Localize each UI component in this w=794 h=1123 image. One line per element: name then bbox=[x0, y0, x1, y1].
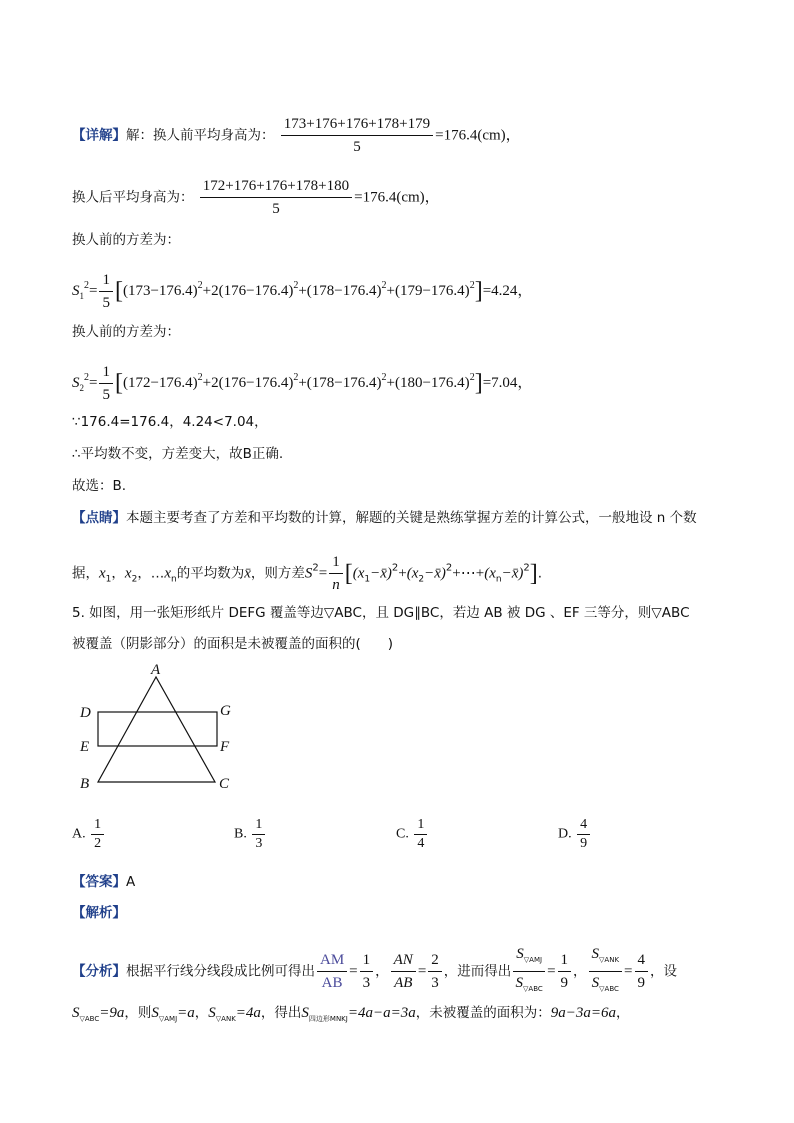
an-text: AN bbox=[391, 950, 416, 972]
one-fifth-fraction bbox=[99, 270, 113, 313]
term-b-square: 2 bbox=[293, 279, 299, 291]
answer-bracket: 【答案】 bbox=[72, 874, 126, 890]
term-1: (x bbox=[352, 565, 365, 582]
term-a: (173−176.4) bbox=[122, 282, 198, 299]
x2-subscript: 2 bbox=[131, 574, 138, 585]
analysis-line bbox=[72, 944, 677, 999]
fraction-denominator: 5 bbox=[102, 387, 110, 403]
option-a[interactable] bbox=[72, 817, 106, 852]
term-b: +2(176−176.4) bbox=[202, 282, 294, 299]
label-c: C bbox=[219, 776, 230, 792]
fraction-numerator: 2 bbox=[428, 950, 442, 972]
xn-symbol: x bbox=[164, 565, 171, 582]
question-line-1: 5. 如图，用一张矩形纸片 DEFG 覆盖等边▽ABC，且 DG∥BC，若边 AB 被 DG 、EF 三等分，则▽ABC bbox=[72, 605, 690, 621]
s-symbol: S bbox=[72, 282, 80, 299]
area-symbol: S bbox=[301, 1005, 309, 1021]
fraction-denominator: 9 bbox=[637, 975, 645, 991]
one-third-fraction bbox=[360, 950, 374, 993]
option-fraction bbox=[252, 817, 265, 852]
term-b-square: 2 bbox=[293, 371, 299, 383]
an-ab-fraction bbox=[391, 950, 416, 993]
variance-before-label: 换人前的方差为： bbox=[72, 232, 180, 248]
option-numerator: 1 bbox=[91, 817, 104, 835]
comment-text-d: 的平均数为 bbox=[176, 565, 245, 582]
mean-after-fraction bbox=[200, 176, 352, 219]
mean-before-fraction bbox=[281, 114, 433, 157]
option-numerator: 1 bbox=[414, 817, 427, 835]
s-square: 2 bbox=[84, 371, 89, 383]
term-d: +(179−176.4) bbox=[386, 282, 470, 299]
left-bracket: [ bbox=[114, 369, 123, 396]
option-letter: B. bbox=[234, 826, 247, 842]
triangle-rectangle-figure bbox=[72, 658, 252, 796]
x2-symbol: x bbox=[124, 565, 132, 582]
therefore-line: ∴平均数不变，方差变大，故B正确. bbox=[72, 446, 284, 462]
term-1-square: 2 bbox=[391, 562, 399, 574]
text-2: ， bbox=[194, 1005, 209, 1021]
text-4: ，未被覆盖的面积为： bbox=[415, 1005, 551, 1021]
label-g: G bbox=[220, 703, 231, 719]
equals-sign: = bbox=[318, 565, 328, 582]
term-a: (172−176.4) bbox=[122, 374, 198, 391]
option-b[interactable] bbox=[234, 817, 267, 852]
option-c[interactable] bbox=[396, 817, 429, 852]
expr-5: 9a−3a=6a bbox=[550, 1005, 616, 1021]
term-a-square: 2 bbox=[197, 371, 203, 383]
equals-sign: = bbox=[417, 963, 427, 980]
equals-sign: = bbox=[89, 374, 98, 391]
option-fraction bbox=[414, 817, 427, 852]
option-numerator: 1 bbox=[252, 817, 265, 835]
term-2-square: 2 bbox=[445, 562, 453, 574]
am-ab-fraction bbox=[317, 950, 347, 993]
triangle-abc bbox=[98, 677, 215, 782]
option-denominator: 3 bbox=[255, 836, 263, 851]
comment-line-1 bbox=[72, 508, 697, 528]
label-f: F bbox=[220, 739, 230, 755]
variance-after-formula bbox=[72, 362, 532, 405]
equals-sign: = bbox=[624, 963, 633, 980]
one-fifth-fraction bbox=[99, 362, 113, 405]
mean-after-result: =176.4(cm)， bbox=[354, 189, 440, 206]
analysis-text-c: ，设 bbox=[650, 963, 677, 980]
area-subscript: ▽ABC bbox=[79, 1015, 100, 1023]
label-b: B bbox=[80, 776, 90, 792]
term-n-square: 2 bbox=[523, 562, 530, 574]
option-fraction bbox=[577, 817, 590, 852]
dots: +⋯+ bbox=[452, 565, 485, 582]
option-numerator: 4 bbox=[577, 817, 590, 835]
expr-4: =4a−a=3a bbox=[347, 1005, 416, 1021]
s-subscript: 1 bbox=[79, 290, 84, 301]
fraction-denominator: 5 bbox=[102, 295, 110, 311]
analysis-heading bbox=[72, 903, 126, 923]
variance-before-formula bbox=[72, 270, 532, 313]
s-symbol: S bbox=[304, 565, 313, 582]
equals-sign: = bbox=[89, 282, 98, 299]
area-symbol: S bbox=[591, 946, 600, 962]
area-subscript: ▽ANK bbox=[599, 956, 620, 964]
label-d: D bbox=[80, 705, 91, 721]
s-subscript: 2 bbox=[79, 382, 84, 393]
mean-before-numerator: 173+176+176+178+179 bbox=[281, 114, 433, 136]
mean-after-line bbox=[72, 176, 440, 219]
mean-after-denominator: 5 bbox=[272, 201, 280, 217]
fraction-numerator: 4 bbox=[635, 950, 649, 972]
s-symbol: S bbox=[72, 374, 80, 391]
analysis-text-a: 根据平行线分线段成比例可得出 bbox=[126, 963, 315, 980]
rectangle-defg bbox=[98, 712, 217, 746]
variance-before-result: =4.24， bbox=[482, 282, 533, 299]
term-d-square: 2 bbox=[469, 371, 475, 383]
equals-sign: = bbox=[349, 963, 358, 980]
four-ninths-fraction bbox=[635, 950, 649, 993]
option-denominator: 9 bbox=[580, 836, 588, 851]
analysis-text-b: ，进而得出 bbox=[443, 963, 512, 980]
fraction-denominator: n bbox=[332, 577, 340, 593]
analysis-sub-bracket: 【分析】 bbox=[72, 963, 126, 980]
option-fraction bbox=[91, 817, 104, 852]
term-b: +2(176−176.4) bbox=[202, 374, 294, 391]
text-1: ，则 bbox=[124, 1005, 152, 1021]
expr-1: =9a bbox=[99, 1005, 125, 1021]
term-c: +(178−176.4) bbox=[298, 282, 382, 299]
text-5: ， bbox=[615, 1005, 630, 1021]
term-1-tail: −x̄) bbox=[370, 565, 392, 582]
area-symbol: S bbox=[591, 975, 600, 991]
one-ninth-fraction bbox=[558, 950, 572, 993]
comment-text: 本题主要考查了方差和平均数的计算，解题的关键是熟练掌握方差的计算公式，一般地设 n 个数 bbox=[126, 510, 697, 526]
one-over-n-fraction bbox=[329, 552, 343, 595]
option-denominator: 2 bbox=[94, 836, 102, 851]
area-symbol: S bbox=[72, 1005, 80, 1021]
detail-mean-before-line bbox=[72, 114, 521, 157]
analysis-bracket: 【解析】 bbox=[72, 905, 126, 921]
term-n: (x bbox=[484, 565, 496, 582]
expr-2: =a bbox=[177, 1005, 195, 1021]
expr-3: =4a bbox=[235, 1005, 261, 1021]
label-a: A bbox=[151, 662, 161, 678]
text-3: ，得出 bbox=[260, 1005, 302, 1021]
area-subscript: ▽ANK bbox=[215, 1015, 236, 1023]
mean-before-result: =176.4(cm)， bbox=[435, 127, 521, 144]
s-square: 2 bbox=[312, 562, 319, 574]
period: . bbox=[537, 565, 543, 582]
area-subscript: ▽AMJ bbox=[158, 1015, 178, 1023]
option-letter: D. bbox=[558, 826, 572, 842]
area-ratio-amj bbox=[513, 944, 545, 999]
final-line bbox=[72, 1003, 629, 1029]
label-e: E bbox=[80, 739, 90, 755]
area-subscript: ▽ABC bbox=[599, 985, 619, 993]
equals-sign: = bbox=[547, 963, 556, 980]
am-text: AM bbox=[317, 950, 347, 972]
option-letter: A. bbox=[72, 826, 86, 842]
variance-after-label: 换人前的方差为： bbox=[72, 324, 180, 340]
comment-text-e: ，则方差 bbox=[250, 565, 305, 582]
two-thirds-fraction bbox=[428, 950, 442, 993]
fraction-numerator: 1 bbox=[329, 552, 343, 574]
term-1-subscript: 1 bbox=[364, 574, 371, 585]
comma: ， bbox=[573, 963, 587, 980]
choose-line: 故选：B. bbox=[72, 478, 127, 494]
comma: ， bbox=[375, 963, 389, 980]
comment-line-2 bbox=[72, 552, 542, 595]
answer-value: A bbox=[126, 874, 136, 890]
fraction-numerator: 1 bbox=[99, 270, 113, 292]
question-line-2: 被覆盖（阴影部分）的面积是未被覆盖的面积的( ) bbox=[72, 636, 394, 652]
detail-bracket: 【详解】 bbox=[72, 127, 126, 144]
option-denominator: 4 bbox=[417, 836, 425, 851]
mean-after-numerator: 172+176+176+178+180 bbox=[200, 176, 352, 198]
mean-before-denominator: 5 bbox=[353, 139, 361, 155]
option-letter: C. bbox=[396, 826, 409, 842]
fraction-denominator: 9 bbox=[560, 975, 569, 991]
s-square: 2 bbox=[84, 279, 89, 291]
comment-text-a: 据， bbox=[72, 565, 99, 582]
variance-after-result: =7.04， bbox=[482, 374, 533, 391]
fraction-numerator: 1 bbox=[558, 950, 572, 972]
area-symbol: S bbox=[151, 1005, 159, 1021]
ab-text: AB bbox=[394, 975, 413, 991]
term-c: +(178−176.4) bbox=[298, 374, 382, 391]
xbar-symbol: x̄ bbox=[244, 565, 251, 582]
area-subscript: 四边形MNKJ bbox=[308, 1015, 348, 1023]
answer-line bbox=[72, 872, 135, 892]
term-d: +(180−176.4) bbox=[386, 374, 470, 391]
fraction-denominator: 3 bbox=[431, 975, 439, 991]
fraction-denominator: 3 bbox=[362, 975, 371, 991]
area-subscript: ▽ABC bbox=[523, 985, 543, 993]
option-d[interactable] bbox=[558, 817, 592, 852]
right-bracket: ] bbox=[474, 277, 483, 304]
right-bracket: ] bbox=[529, 560, 538, 587]
comment-comma: ， bbox=[111, 565, 125, 582]
area-symbol: S bbox=[208, 1005, 216, 1021]
term-c-square: 2 bbox=[381, 279, 387, 291]
xn-subscript: n bbox=[170, 574, 177, 585]
plus-sign: + bbox=[398, 565, 407, 582]
area-subscript: ▽AMJ bbox=[523, 956, 543, 964]
term-n-tail: −x̄) bbox=[501, 565, 524, 582]
area-symbol: S bbox=[516, 946, 524, 962]
term-d-square: 2 bbox=[469, 279, 475, 291]
term-2-subscript: 2 bbox=[418, 574, 425, 585]
comment-bracket: 【点睛】 bbox=[72, 510, 126, 526]
term-2-tail: −x̄) bbox=[424, 565, 446, 582]
term-c-square: 2 bbox=[381, 371, 387, 383]
mean-before-label: 解：换人前平均身高为： bbox=[126, 127, 275, 144]
fraction-numerator: 1 bbox=[360, 950, 374, 972]
term-a-square: 2 bbox=[197, 279, 203, 291]
x1-symbol: x bbox=[99, 565, 106, 582]
fraction-numerator: 1 bbox=[99, 362, 113, 384]
term-n-subscript: n bbox=[495, 574, 502, 585]
area-symbol: S bbox=[515, 975, 524, 991]
comment-ellipsis: ，… bbox=[137, 565, 165, 582]
left-bracket: [ bbox=[344, 560, 353, 587]
term-2: (x bbox=[406, 565, 419, 582]
x1-subscript: 1 bbox=[105, 574, 112, 585]
right-bracket: ] bbox=[474, 369, 483, 396]
area-ratio-ank bbox=[589, 944, 623, 999]
ab-text: AB bbox=[321, 975, 343, 991]
because-line: ∵176.4=176.4，4.24<7.04， bbox=[72, 414, 268, 430]
mean-after-label: 换人后平均身高为： bbox=[72, 189, 194, 206]
left-bracket: [ bbox=[114, 277, 123, 304]
